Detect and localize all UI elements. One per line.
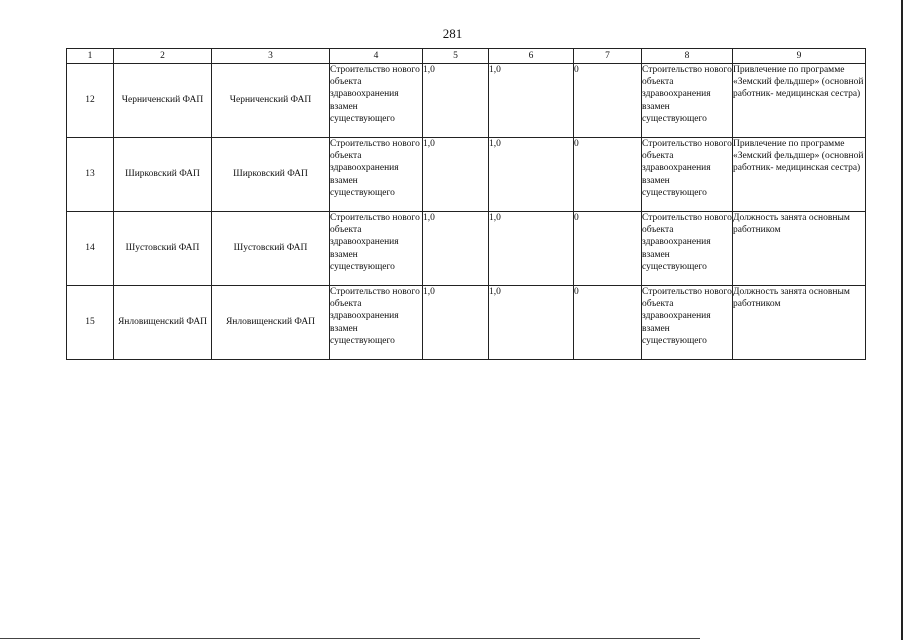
page-number: 281 (442, 26, 463, 41)
value-col7: 0 (574, 138, 642, 212)
header-col-1: 1 (67, 49, 114, 64)
staffing-note: Привлечение по программе «Земский фельдшер» (основной работник- медицинская сестра) (733, 64, 866, 138)
work-description-col8: Строительство нового объекта здравоохранения взамен существующего (642, 286, 733, 360)
work-description-col8: Строительство нового объекта здравоохранения взамен существующего (642, 212, 733, 286)
work-description: Строительство нового объекта здравоохранения взамен существующего (330, 64, 423, 138)
row-number: 13 (67, 138, 114, 212)
value-col7: 0 (574, 212, 642, 286)
value-col6: 1,0 (489, 212, 574, 286)
work-description-col8: Строительство нового объекта здравоохранения взамен существующего (642, 138, 733, 212)
fap-name: Янловищенский ФАП (114, 286, 212, 360)
scan-edge-bottom (0, 638, 700, 639)
fap-name: Шустовский ФАП (114, 212, 212, 286)
fap-name: Черниченский ФАП (114, 64, 212, 138)
header-col-8: 8 (642, 49, 733, 64)
fap-name-col3: Ширковский ФАП (212, 138, 330, 212)
table-row (67, 64, 866, 138)
work-description-col8: Строительство нового объекта здравоохранения взамен существующего (642, 64, 733, 138)
value-col6: 1,0 (489, 286, 574, 360)
staffing-note: Должность занята основным работником (733, 286, 866, 360)
staffing-note: Привлечение по программе «Земский фельдшер» (основной работник- медицинская сестра) (733, 138, 866, 212)
fap-name-col3: Шустовский ФАП (212, 212, 330, 286)
work-description: Строительство нового объекта здравоохранения взамен существующего (330, 138, 423, 212)
fap-name: Ширковский ФАП (114, 138, 212, 212)
row-number: 14 (67, 212, 114, 286)
value-col7: 0 (574, 64, 642, 138)
value-col7: 0 (574, 286, 642, 360)
header-col-5: 5 (423, 49, 489, 64)
header-col-2: 2 (114, 49, 212, 64)
header-col-3: 3 (212, 49, 330, 64)
fap-name-col3: Черниченский ФАП (212, 64, 330, 138)
header-col-6: 6 (489, 49, 574, 64)
fap-name-col3: Янловищенский ФАП (212, 286, 330, 360)
work-description: Строительство нового объекта здравоохранения взамен существующего (330, 286, 423, 360)
table-row (67, 138, 866, 212)
value-col5: 1,0 (423, 286, 489, 360)
table-row (67, 286, 866, 360)
table-row (67, 212, 866, 286)
staffing-note: Должность занята основным работником (733, 212, 866, 286)
row-number: 15 (67, 286, 114, 360)
value-col5: 1,0 (423, 64, 489, 138)
value-col6: 1,0 (489, 138, 574, 212)
fap-table (66, 48, 866, 360)
row-number: 12 (67, 64, 114, 138)
scan-edge-right (901, 0, 903, 640)
header-col-4: 4 (330, 49, 423, 64)
header-col-7: 7 (574, 49, 642, 64)
value-col5: 1,0 (423, 138, 489, 212)
value-col5: 1,0 (423, 212, 489, 286)
header-col-9: 9 (733, 49, 866, 64)
header-row (67, 49, 866, 64)
work-description: Строительство нового объекта здравоохранения взамен существующего (330, 212, 423, 286)
value-col6: 1,0 (489, 64, 574, 138)
